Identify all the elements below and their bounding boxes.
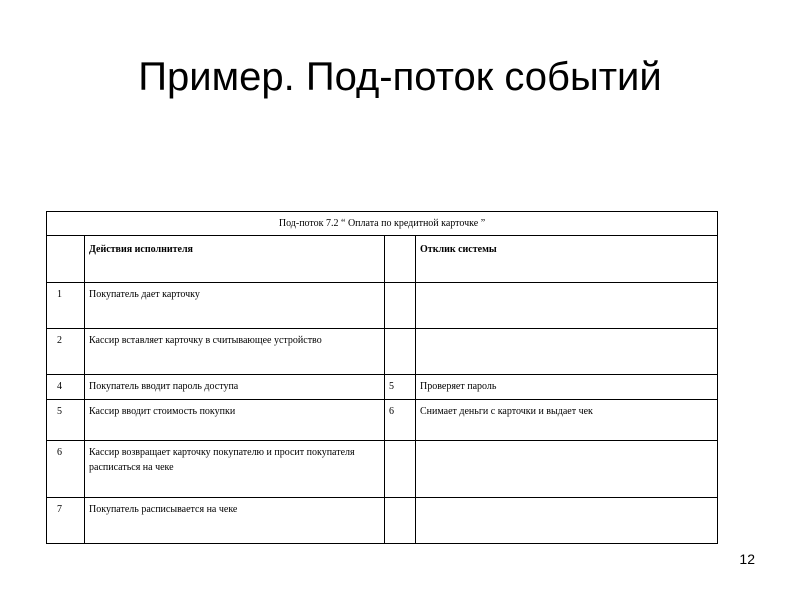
table-row xyxy=(47,375,718,400)
response-step-number: 5 xyxy=(385,375,416,400)
page-number: 12 xyxy=(739,551,755,567)
response-step-number xyxy=(385,329,416,375)
actor-action: Покупатель дает карточку xyxy=(85,283,385,329)
system-response xyxy=(416,441,718,498)
system-response-header: Отклик системы xyxy=(416,236,718,283)
system-response xyxy=(416,329,718,375)
response-step-number: 6 xyxy=(385,400,416,441)
header-resp-num-cell xyxy=(385,236,416,283)
step-number: 7 xyxy=(47,498,85,544)
system-response xyxy=(416,498,718,544)
header-num-cell xyxy=(47,236,85,283)
actor-action: Покупатель вводит пароль доступа xyxy=(85,375,385,400)
actor-action: Кассир вводит стоимость покупки xyxy=(85,400,385,441)
step-number: 2 xyxy=(47,329,85,375)
step-number: 6 xyxy=(47,441,85,498)
response-step-number xyxy=(385,283,416,329)
response-step-number xyxy=(385,498,416,544)
actor-action: Кассир вставляет карточку в считывающее устройство xyxy=(85,329,385,375)
table-row xyxy=(47,498,718,544)
subflow-table xyxy=(46,211,718,544)
table-caption-row xyxy=(47,212,718,236)
system-response: Снимает деньги с карточки и выдает чек xyxy=(416,400,718,441)
table-row xyxy=(47,441,718,498)
system-response: Проверяет пароль xyxy=(416,375,718,400)
table-row xyxy=(47,283,718,329)
step-number: 4 xyxy=(47,375,85,400)
table-caption: Под-поток 7.2 “ Оплата по кредитной карточке ” xyxy=(47,212,718,236)
actor-action: Покупатель расписывается на чеке xyxy=(85,498,385,544)
step-number: 5 xyxy=(47,400,85,441)
table-header-row xyxy=(47,236,718,283)
response-step-number xyxy=(385,441,416,498)
actor-action: Кассир возвращает карточку покупателю и просит покупателя расписаться на чеке xyxy=(85,441,385,498)
actor-actions-header: Действия исполнителя xyxy=(85,236,385,283)
step-number: 1 xyxy=(47,283,85,329)
slide-title: Пример. Под-поток событий xyxy=(138,55,662,99)
system-response xyxy=(416,283,718,329)
table-row xyxy=(47,329,718,375)
table-row xyxy=(47,400,718,441)
